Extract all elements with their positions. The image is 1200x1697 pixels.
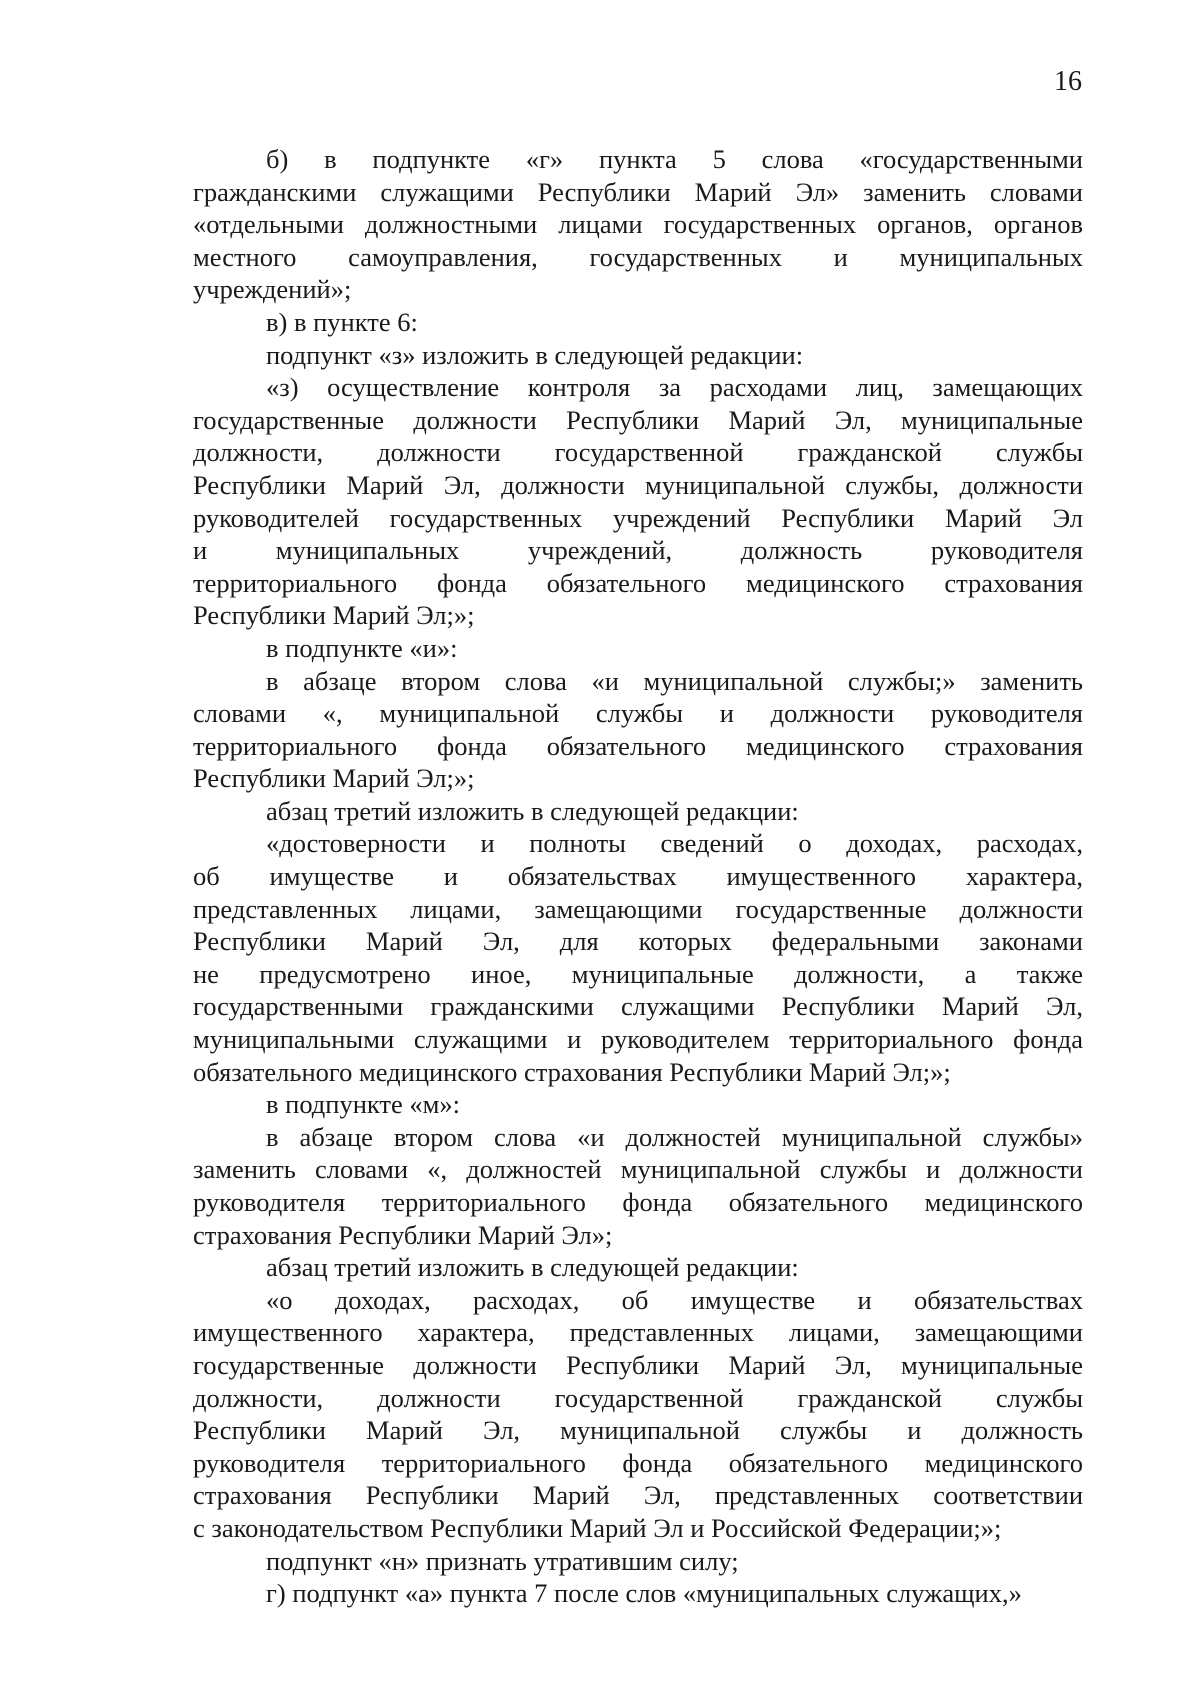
text-line: местного самоуправления, государственных и муниципальных [193,241,1083,272]
text-line: руководителя территориального фонда обязательного медицинского [193,1187,1083,1217]
text-line: в абзаце втором слова «и муниципальной службы;» заменить [266,665,1083,696]
text-line: абзац третий изложить в следующей редакции: [266,1252,799,1283]
text-line: Республики Марий Эл;»; [193,600,475,631]
text-line: подпункт «н» признать утратившим силу; [266,1545,739,1576]
document-body [193,143,1083,1610]
text-line: государственные должности Республики Марий Эл, муниципальные [193,1349,1083,1380]
text-line: б) в подпункте «г» пункта 5 слова «государственными [266,144,1083,174]
text-line: абзац третий изложить в следующей редакции: [266,795,799,826]
text-line: обязательного медицинского страхования Республики Марий Эл;»; [193,1056,951,1087]
text-line: в подпункте «м»: [266,1089,461,1120]
text-line: об имуществе и обязательствах имущественного характера, [193,861,1083,892]
text-line: с законодательством Республики Марий Эл и Российской Федерации;»; [193,1512,1002,1543]
text-line: имущественного характера, представленных лицами, замещающими [193,1317,1083,1348]
text-line: страхования Республики Марий Эл, представленных соответствии [193,1480,1083,1511]
text-line: должности, должности государственной гражданской службы [193,437,1083,468]
text-line: в подпункте «и»: [266,632,458,663]
text-line: должности, должности государственной гражданской службы [193,1382,1083,1413]
text-line: Республики Марий Эл, муниципальной службы и должность [193,1415,1083,1446]
text-line: и муниципальных учреждений, должность руководителя [193,535,1083,566]
text-line: в) в пункте 6: [266,306,418,337]
text-line: учреждений»; [193,274,352,305]
text-line: руководителя территориального фонда обязательного медицинского [193,1447,1083,1478]
text-line: территориального фонда обязательного медицинского страхования [193,730,1083,761]
text-line: представленных лицами, замещающими государственные должности [193,893,1083,924]
text-line: «достоверности и полноты сведений о доходах, расходах, [266,828,1083,859]
text-line: Республики Марий Эл;»; [193,763,475,794]
page-number: 16 [1054,66,1082,97]
text-line: подпункт «з» изложить в следующей редакции: [266,339,804,370]
text-line: государственные должности Республики Марий Эл, муниципальные [193,404,1083,435]
text-line: Республики Марий Эл, для которых федеральными законами [193,926,1083,957]
text-line: руководителей государственных учреждений Республики Марий Эл [193,502,1083,533]
text-line: словами «, муниципальной службы и должности руководителя [193,698,1083,729]
text-line: не предусмотрено иное, муниципальные должности, а также [193,958,1083,989]
text-line: г) подпункт «а» пункта 7 после слов «муниципальных служащих,» [266,1578,1022,1609]
text-line: территориального фонда обязательного медицинского страхования [193,567,1083,598]
text-line: заменить словами «, должностей муниципальной службы и должности [193,1154,1083,1185]
text-line: Республики Марий Эл, должности муниципальной службы, должности [193,469,1083,500]
text-line: в абзаце втором слова «и должностей муниципальной службы» [266,1121,1083,1152]
text-line: государственными гражданскими служащими Республики Марий Эл, [193,991,1083,1022]
text-line: муниципальными служащими и руководителем территориального фонда [193,1024,1083,1055]
text-line: «о доходах, расходах, об имуществе и обязательствах [266,1284,1083,1315]
text-line: страхования Республики Марий Эл»; [193,1219,613,1250]
text-line: «отдельными должностными лицами государственных органов, органов [193,209,1083,240]
text-line: гражданскими служащими Республики Марий Эл» заменить словами [193,176,1083,207]
text-line: «з) осуществление контроля за расходами лиц, замещающих [266,372,1083,403]
